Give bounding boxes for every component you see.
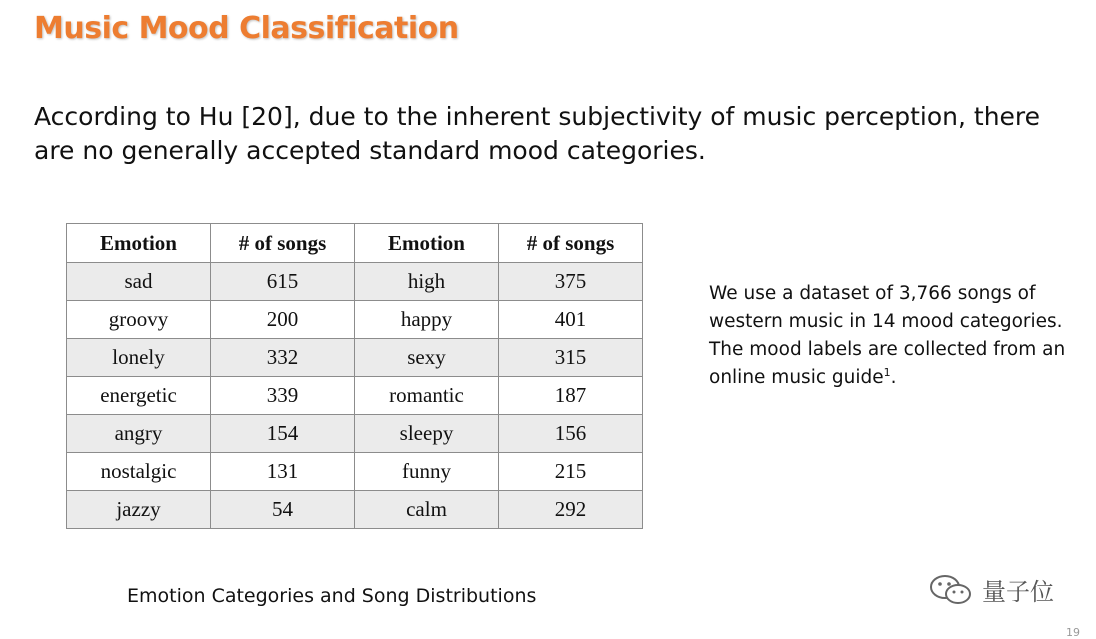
table-row bbox=[67, 263, 643, 301]
song-count-cell: 200 bbox=[211, 301, 355, 339]
emotion-cell: groovy bbox=[67, 301, 211, 339]
table-row bbox=[67, 453, 643, 491]
table-row bbox=[67, 301, 643, 339]
emotion-cell: sleepy bbox=[355, 415, 499, 453]
emotion-cell: sad bbox=[67, 263, 211, 301]
wechat-icon bbox=[928, 573, 974, 607]
emotion-cell: romantic bbox=[355, 377, 499, 415]
column-header-songs-1: # of songs bbox=[211, 224, 355, 263]
column-header-emotion-2: Emotion bbox=[355, 224, 499, 263]
table-row bbox=[67, 415, 643, 453]
dataset-description-text: We use a dataset of 3,766 songs of western music in 14 mood categories. The mood labels are collected from an online music guide bbox=[709, 283, 1066, 388]
slide-title: Music Mood Classification bbox=[34, 11, 459, 46]
emotion-table bbox=[66, 223, 643, 529]
table-row bbox=[67, 339, 643, 377]
table-row bbox=[67, 491, 643, 529]
emotion-cell: jazzy bbox=[67, 491, 211, 529]
watermark bbox=[928, 572, 1054, 607]
song-count-cell: 375 bbox=[499, 263, 643, 301]
song-count-cell: 615 bbox=[211, 263, 355, 301]
watermark-text: 量子位 bbox=[982, 578, 1054, 606]
emotion-cell: happy bbox=[355, 301, 499, 339]
song-count-cell: 131 bbox=[211, 453, 355, 491]
song-count-cell: 156 bbox=[499, 415, 643, 453]
emotion-cell: high bbox=[355, 263, 499, 301]
dataset-description bbox=[709, 280, 1079, 392]
song-count-cell: 339 bbox=[211, 377, 355, 415]
emotion-cell: energetic bbox=[67, 377, 211, 415]
table-row bbox=[67, 377, 643, 415]
emotion-cell: lonely bbox=[67, 339, 211, 377]
emotion-cell: angry bbox=[67, 415, 211, 453]
intro-paragraph: According to Hu [20], due to the inherent subjectivity of music perception, there are no generally accepted standard mood categories. bbox=[34, 102, 1041, 165]
song-count-cell: 401 bbox=[499, 301, 643, 339]
song-count-cell: 332 bbox=[211, 339, 355, 377]
column-header-emotion-1: Emotion bbox=[67, 224, 211, 263]
table-header-row bbox=[67, 224, 643, 263]
emotion-cell: calm bbox=[355, 491, 499, 529]
emotion-cell: funny bbox=[355, 453, 499, 491]
page-number: 19 bbox=[1066, 626, 1080, 639]
emotion-cell: nostalgic bbox=[67, 453, 211, 491]
table-caption: Emotion Categories and Song Distributions bbox=[127, 585, 537, 607]
song-count-cell: 215 bbox=[499, 453, 643, 491]
song-count-cell: 292 bbox=[499, 491, 643, 529]
dataset-description-end: . bbox=[890, 367, 897, 388]
song-count-cell: 54 bbox=[211, 491, 355, 529]
song-count-cell: 315 bbox=[499, 339, 643, 377]
song-count-cell: 187 bbox=[499, 377, 643, 415]
footnote-marker: 1 bbox=[883, 365, 891, 379]
emotion-cell: sexy bbox=[355, 339, 499, 377]
song-count-cell: 154 bbox=[211, 415, 355, 453]
column-header-songs-2: # of songs bbox=[499, 224, 643, 263]
